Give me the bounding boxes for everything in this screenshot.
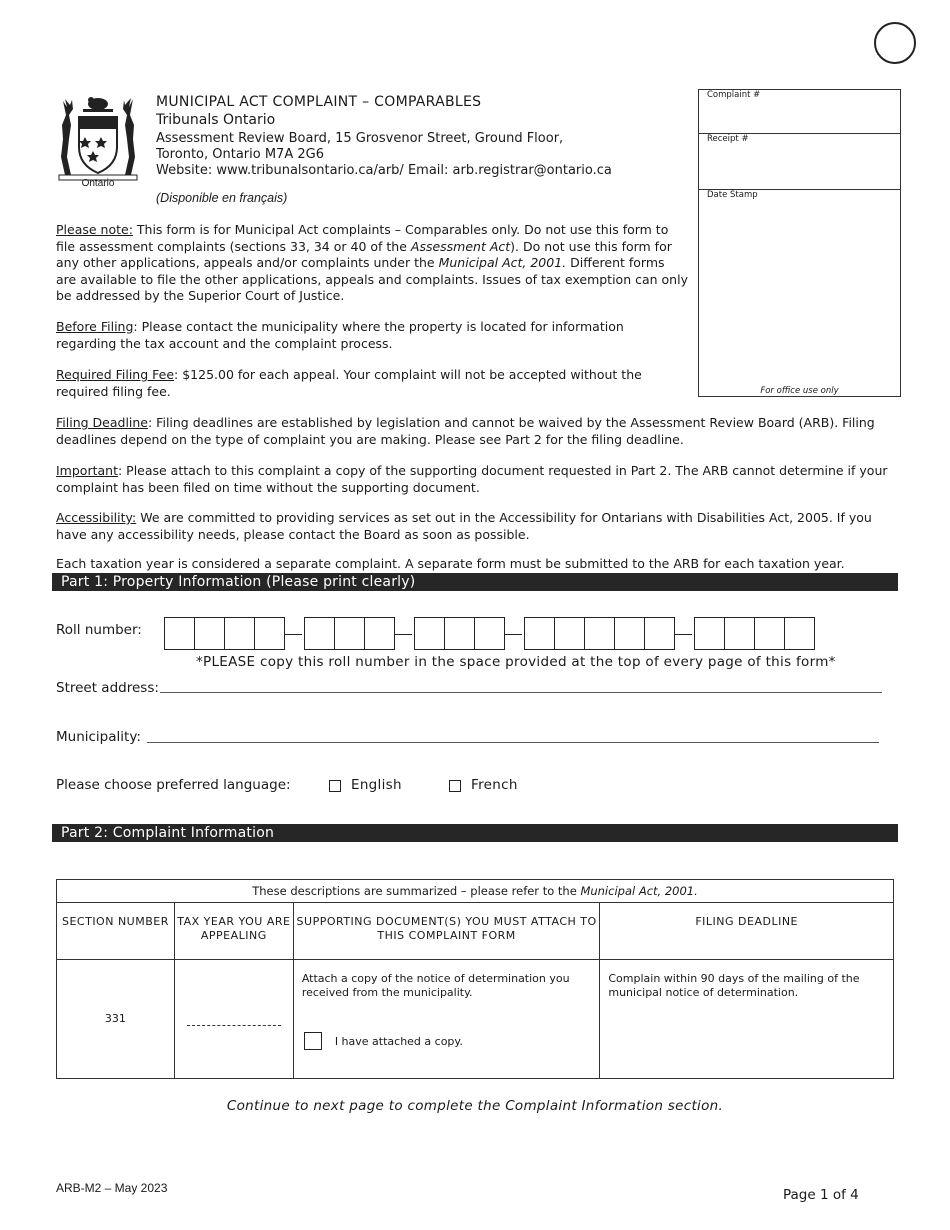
summary-text: These descriptions are summarized – please refer to the [252,884,581,898]
date-stamp-label: Date Stamp [707,190,758,200]
office-use-footer: For office use only [760,386,839,396]
organization-name: Tribunals Ontario [156,112,276,128]
complaint-number-cell [699,90,900,134]
language-label: Please choose preferred language: [56,777,291,793]
summary-act-ref: Municipal Act, 2001. [580,884,698,898]
receipt-number-label: Receipt # [707,134,749,144]
important-text: : Please attach to this complaint a copy of the supporting document requested in Part 2. The ARB cannot determine if your complaint has been filed on time without the supporting document. [56,463,888,495]
roll-digit-box[interactable] [694,617,725,650]
roll-digit-box[interactable] [224,617,255,650]
website-email-line: Website: www.tribunalsontario.ca/arb/ Email: arb.registrar@ontario.ca [156,163,612,178]
filing-deadline-heading: Filing Deadline [56,415,148,430]
corner-circle [874,22,916,64]
municipal-act-ref: Municipal Act, 2001. [438,255,567,270]
roll-digit-box[interactable] [754,617,785,650]
please-note-text-c: Different forms are available to file the other applications, appeals and complaints. Issues of tax exemption can only be addressed by the Superior Court of Justice. [56,255,688,303]
please-note-heading: Please note: [56,222,133,237]
tax-year-cell [174,960,293,1079]
filing-fee-paragraph [56,367,688,400]
filing-fee-text: : $125.00 for each appeal. Your complaint will not be accepted without the required filing fee. [56,367,642,399]
roll-number-boxes [164,617,815,652]
french-availability-note: (Disponible en français) [156,191,288,205]
roll-separator-dash [285,634,302,635]
tax-year-field[interactable] [187,1025,281,1026]
col-header-tax-year: TAX YEAR YOU ARE APPEALING [174,903,293,960]
roll-digit-box[interactable] [644,617,675,650]
roll-digit-box[interactable] [414,617,445,650]
roll-digit-box[interactable] [164,617,195,650]
filing-deadline-paragraph [56,415,896,448]
roll-digit-box[interactable] [194,617,225,650]
deadline-cell: Complain within 90 days of the mailing of the municipal notice of determination. [600,960,894,1079]
col-header-documents: SUPPORTING DOCUMENT(S) YOU MUST ATTACH TO THIS COMPLAINT FORM [293,903,600,960]
municipality-label: Municipality: [56,729,141,745]
part2-heading-bar: Part 2: Complaint Information [52,824,898,842]
before-filing-text: : Please contact the municipality where the property is located for information regarding the tax account and the complaint process. [56,319,624,351]
street-address-label: Street address: [56,680,159,696]
roll-digit-box[interactable] [784,617,815,650]
roll-digit-box[interactable] [334,617,365,650]
roll-digit-box[interactable] [584,617,615,650]
logo-caption: Ontario [81,178,115,189]
table-summary-row [57,880,894,903]
document-text: Attach a copy of the notice of determination you received from the municipality. [301,972,570,999]
municipality-field[interactable] [147,742,879,743]
please-note-paragraph [56,222,688,305]
assessment-act-ref: Assessment Act [410,238,511,254]
before-filing-heading: Before Filing [56,319,134,334]
col-header-section: SECTION NUMBER [57,903,175,960]
accessibility-paragraph [56,510,896,543]
page-number: Page 1 of 4 [783,1187,859,1203]
english-checkbox[interactable] [329,780,341,792]
please-note-text-a: This form is for Municipal Act complaints – Comparables only. Do not use this form to file assessment complaints (sections 33, 34 or 40 of the [56,222,669,254]
roll-digit-box[interactable] [554,617,585,650]
accessibility-text: We are committed to providing services as set out in the Accessibility for Ontarians with Disabilities Act, 2005. If you have any accessibility needs, please contact the Board as soon as possible. [56,510,872,542]
form-number: ARB-M2 – May 2023 [56,1181,168,1195]
part1-heading-bar: Part 1: Property Information (Please print clearly) [52,573,898,591]
french-label: French [471,777,518,793]
roll-number-note: *PLEASE copy this roll number in the space provided at the top of every page of this form* [196,654,836,670]
continue-note: Continue to next page to complete the Complaint Information section. [226,1098,724,1114]
roll-digit-box[interactable] [364,617,395,650]
address-line-2: Toronto, Ontario M7A 2G6 [156,147,324,162]
receipt-number-cell [699,134,900,190]
taxation-year-note: Each taxation year is considered a separate complaint. A separate form must be submitted to the ARB for each taxation year. [56,556,845,571]
roll-digit-box[interactable] [254,617,285,650]
roll-separator-dash [395,634,412,635]
col-header-deadline: FILING DEADLINE [600,903,894,960]
form-title: MUNICIPAL ACT COMPLAINT – COMPARABLES [156,94,482,110]
before-filing-paragraph [56,319,688,352]
document-cell [293,960,600,1079]
roll-digit-box[interactable] [304,617,335,650]
section-number-cell: 331 [57,960,175,1079]
roll-separator-dash [505,634,522,635]
roll-digit-box[interactable] [444,617,475,650]
roll-separator-dash [675,634,692,635]
office-use-box [698,89,901,397]
important-paragraph [56,463,896,496]
filing-deadline-text: : Filing deadlines are established by legislation and cannot be waived by the Assessment Review Board (ARB). Filing deadlines depend on the type of complaint you are making. Please see Part 2 for the filing deadline. [56,415,875,447]
filing-fee-heading: Required Filing Fee [56,367,175,382]
accessibility-heading: Accessibility: [56,510,137,525]
roll-digit-box[interactable] [524,617,555,650]
important-heading: Important [56,463,118,478]
roll-digit-box[interactable] [614,617,645,650]
address-line-1: Assessment Review Board, 15 Grosvenor Street, Ground Floor, [156,131,564,146]
attached-copy-label: I have attached a copy. [334,1035,463,1048]
french-checkbox[interactable] [449,780,461,792]
table-row [57,960,894,1079]
roll-number-label: Roll number: [56,622,142,638]
complaint-info-table [56,879,894,1079]
roll-digit-box[interactable] [474,617,505,650]
please-note-text-b: ). Do not use this form for any other applications, appeals and/or complaints under the [56,238,672,270]
english-label: English [351,777,402,793]
attached-copy-checkbox[interactable] [304,1032,322,1050]
roll-digit-box[interactable] [724,617,755,650]
complaint-number-label: Complaint # [707,90,761,100]
street-address-field[interactable] [160,692,882,693]
